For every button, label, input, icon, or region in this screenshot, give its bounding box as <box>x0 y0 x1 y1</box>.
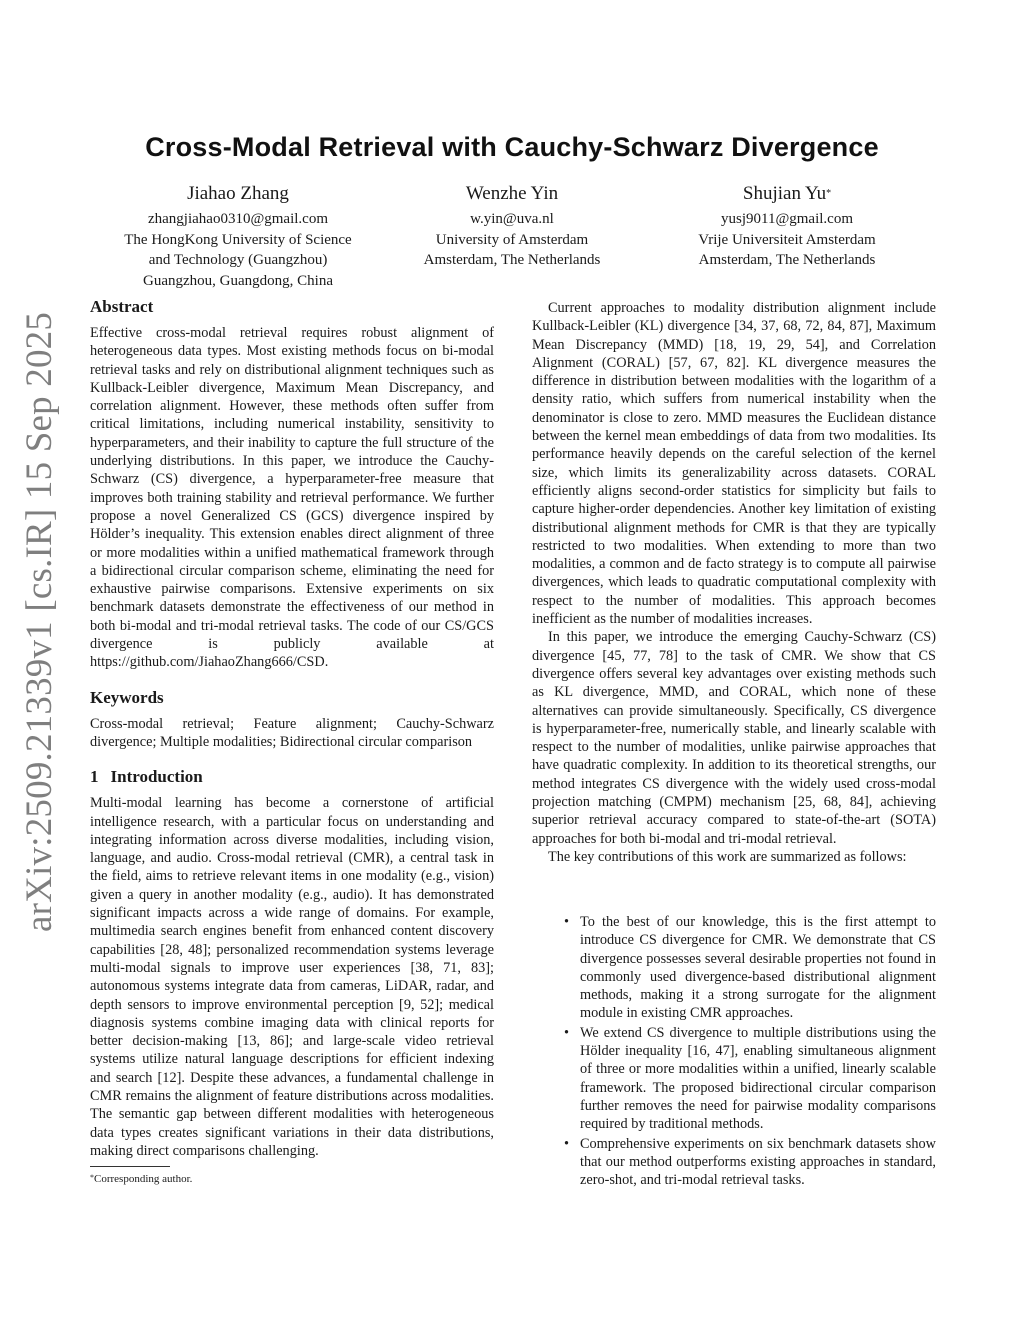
author-affiliation-line: Amsterdam, The Netherlands <box>423 252 601 268</box>
author-block-1 <box>98 182 378 291</box>
abstract-heading: Abstract <box>90 297 154 316</box>
list-item <box>564 1135 936 1190</box>
contribution-text: We extend CS divergence to multiple distributions using the Hölder inequality [16, 47], enabling simultaneous alignment of three or more modalities within a unified, linearly scalable framework. The proposed bidirectional circular comparison further removes the need for pairwise modality comparisons required by traditional methods. <box>580 1024 936 1133</box>
author-block-2 <box>402 182 622 271</box>
bullet-icon: • <box>564 1024 570 1041</box>
author-affiliation-line: Guangzhou, Guangdong, China <box>143 272 333 289</box>
section-title: Introduction <box>110 767 203 787</box>
keywords-text: Cross-modal retrieval; Feature alignment; Cauchy-Schwarz divergence; Multiple modalities; Bidirectional circular comparison <box>90 715 494 750</box>
list-item <box>564 1024 936 1134</box>
introduction-paragraph-3: In this paper, we introduce the emerging Cauchy-Schwarz (CS) divergence [45, 77, 78] to the task of CMR. We show that CS divergence offers several key advantages over existing methods such as KL divergence, MMD, and CORAL, which none of these alternatives can provide simultaneously. Specifically, CS divergence is hyperparameter-free, numerically stable, and linearly scalable with respect to the number of modalities, unlike pairwise approaches that have quadratic complexity. In addition to its theoretical strengths, our method integrates CS divergence with the widely used cross-modal projection matching (CMPM) mechanism [25, 68, 84], achieving superior retrieval accuracy compared to state-of-the-art (SOTA) approaches for both bi-modal and tri-modal retrieval. <box>532 629 936 847</box>
arxiv-identifier-stamp: arXiv:2509.21339v1 [cs.IR] 15 Sep 2025 <box>19 311 60 932</box>
author-affiliation-line: Amsterdam, The Netherlands <box>698 252 876 268</box>
contribution-text: Comprehensive experiments on six benchmark datasets show that our method outperforms existing approaches in standard, zero-shot, and tri-modal retrieval tasks. <box>580 1135 936 1189</box>
introduction-paragraph-4: The key contributions of this work are summarized as follows: <box>548 848 907 865</box>
footnote-text: Corresponding author. <box>94 1173 193 1185</box>
author-affiliation-line: University of Amsterdam <box>435 231 589 248</box>
introduction-paragraph-2: Current approaches to modality distribution alignment include Kullback-Leibler (KL) divergence [34, 37, 68, 72, 84, 87], Maximum Mean Discrepancy (MMD) [18, 19, 29, 54], and Correlation Alignment (CORAL) [57, 67, 82]. KL divergence measures the difference in distribution between modalities with the logarithm of a density ratio, which suffers from numerical instability when the denominator is close to zero. MMD measures the Euclidean distance between the kernel mean embeddings of data from two modalities. Its performance heavily depends on the careful selection of the kernel size, which limits its generalizability across datasets. CORAL efficiently aligns second-order statistics for simplicity but fails to capture higher-order dependencies. Another key limitation of existing distributional alignment methods for CMR is that they are typically restricted to two modalities. When extending to more than two modalities, a common and de facto strategy is to compute all pairwise divergences, which leads to quadratic computational complexity with respect to the number of modalities. This approach becomes inefficient as the number of modalities increases. <box>532 300 936 628</box>
abstract-text: Effective cross-modal retrieval requires robust alignment of heterogeneous data types. Most existing methods focus on bi-modal retrieval tasks and rely on distributional alignment techniques such as Kullback-Leibler divergence, Maximum Mean Discrepancy, and correlation alignment. However, these methods often suffer from critical limitations, including numerical instability, sensitivity to hyperparameters, and their inability to capture the full structure of the underlying distributions. In this paper, we introduce the Cauchy-Schwarz (CS) divergence, a hyperparameter-free measure that improves both training stability and retrieval performance. We further propose a novel Generalized CS (GCS) divergence inspired by Hölder’s inequality. This extension enables direct alignment of three or more modalities within a unified mathematical framework through a bidirectional circular comparison scheme, eliminating the need for exhaustive pairwise comparisons. Extensive experiments on six benchmark datasets demonstrate the effectiveness of our method in both bi-modal and tri-modal retrieval tasks. The code of our CS/GCS divergence is publicly available at https://github.com/JiahaoZhang666/CSD. <box>90 325 494 671</box>
author-name: Wenzhe Yin <box>465 183 559 204</box>
author-affiliation-line: and Technology (Guangzhou) <box>148 252 328 268</box>
author-email: w.yin@uva.nl <box>470 211 554 227</box>
bullet-icon: • <box>564 914 570 930</box>
contribution-text: To the best of our knowledge, this is the first attempt to introduce CS divergence for CMR. We demonstrate that CS divergence possesses several desirable properties not found in commonly used divergence-based distributional alignment methods, making it a strong surrogate for the alignment module in existing CMR approaches. <box>580 914 936 1022</box>
author-name: Shujian Yu <box>742 183 827 204</box>
footnote <box>90 1173 192 1185</box>
paper-title: Cross-Modal Retrieval with Cauchy-Schwarz Divergence <box>145 132 879 162</box>
footnote-marker: * <box>90 1173 94 1182</box>
list-item <box>564 913 936 1023</box>
introduction-heading <box>90 766 494 788</box>
author-affiliation-line: The HongKong University of Science <box>124 231 352 248</box>
contributions-list <box>564 913 936 1190</box>
author-email: zhangjiahao0310@gmail.com <box>147 211 328 227</box>
corresponding-author-marker: * <box>826 188 832 199</box>
introduction-paragraph-1: Multi-modal learning has become a cornerstone of artificial intelligence research, with a particular focus on understanding and integrating information across diverse modalities, including vision, language, and audio. Cross-modal retrieval (CMR), a central task in the field, aims to retrieve relevant items in one modality (e.g., vision) given a query in another modality (e.g., audio). It has demonstrated significant impacts across a wide range of domains. For example, multimedia search engines benefit from enhanced content discovery capabilities [28, 48]; personalized recommendation systems leverage multi-modal signals to improve user experiences [38, 71, 83]; autonomous systems integrate data from cameras, LiDAR, radar, and depth sensors to improve environmental perception [9, 52]; medical diagnosis systems combine imaging data with clinical reports for better decision-making [13, 86]; and large-scale video retrieval systems utilize natural language descriptions for efficient indexing and search [12]. Despite these advances, a fundamental challenge in CMR remains the alignment of feature distributions across modalities. The semantic gap between different modalities with heterogeneous data types creates significant variations in their data distributions, making direct comparisons challenging. <box>90 795 494 1159</box>
author-email: yusj9011@gmail.com <box>721 211 853 227</box>
section-number: 1 <box>90 767 99 787</box>
author-affiliation-line: Vrije Universiteit Amsterdam <box>698 231 876 248</box>
bullet-icon: • <box>564 1135 570 1152</box>
author-name: Jiahao Zhang <box>187 183 289 204</box>
keywords-heading: Keywords <box>90 687 164 707</box>
right-column <box>532 299 936 866</box>
left-column <box>90 296 494 1160</box>
author-block-3 <box>658 182 916 271</box>
footnote-divider <box>90 1166 170 1167</box>
author-name-line <box>658 182 916 206</box>
